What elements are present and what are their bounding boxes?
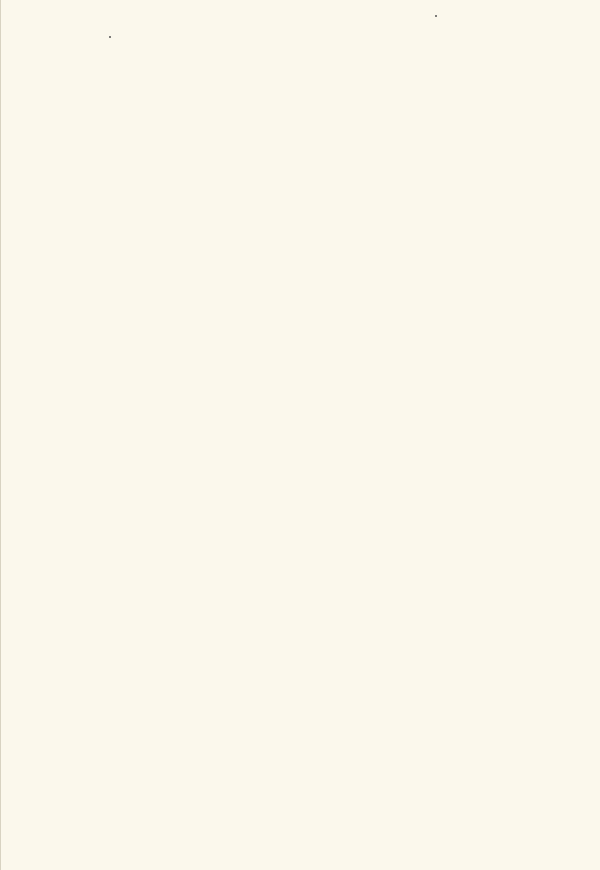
toc-intro-entry (123, 140, 133, 155)
decorative-border-top (7, 51, 535, 69)
paper-fleck (109, 36, 111, 38)
decorative-border-right (520, 51, 538, 811)
paper-fleck (435, 15, 437, 17)
